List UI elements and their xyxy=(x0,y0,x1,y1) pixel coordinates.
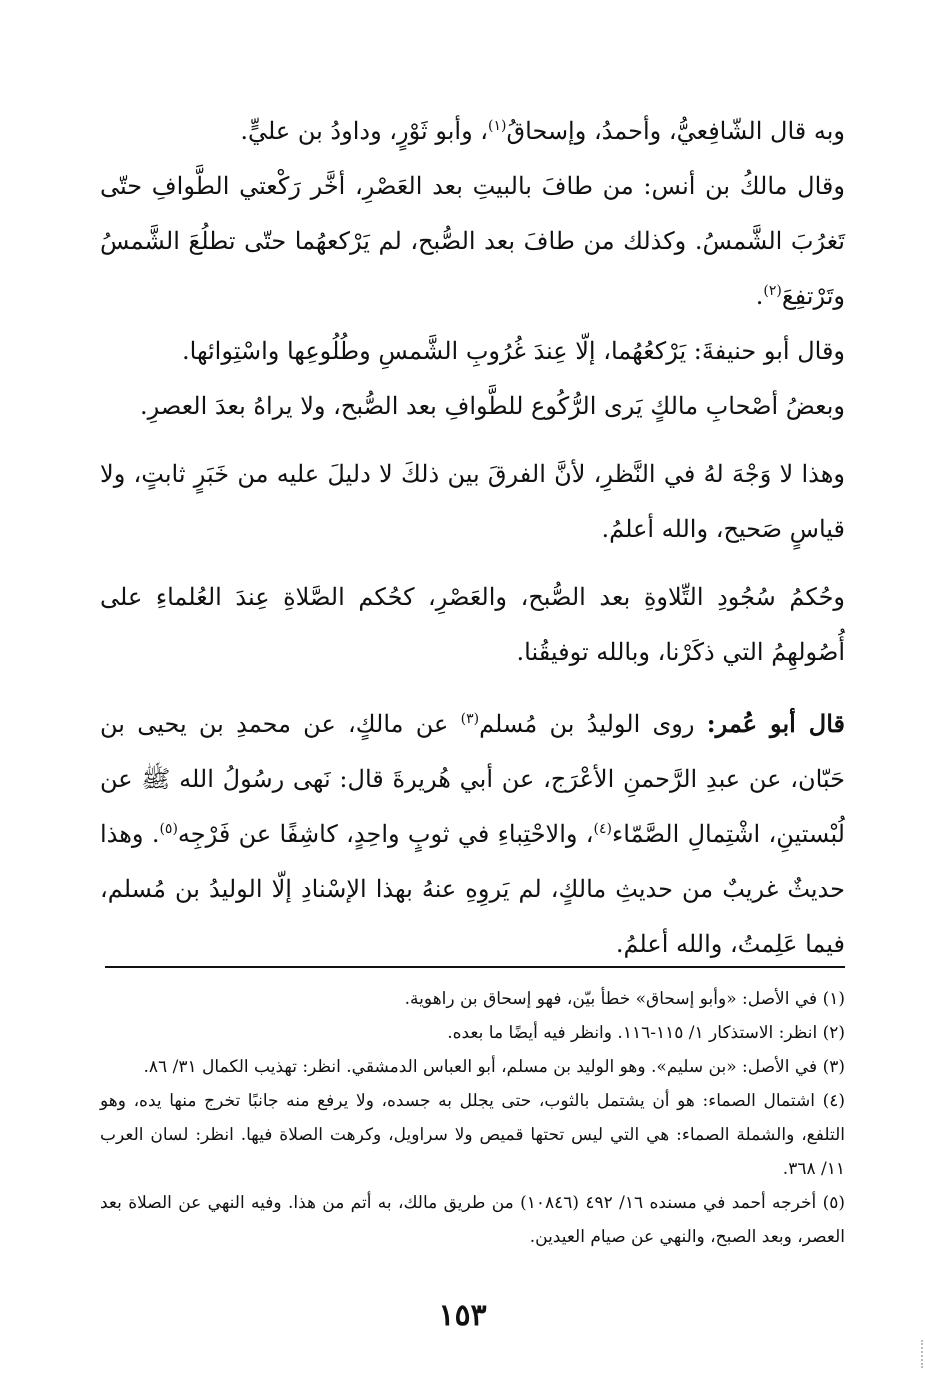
footnotes xyxy=(100,982,845,1254)
paragraph: وهذا لا وَجْهَ لهُ في النَّظرِ، لأنَّ الفرقَ بين ذلكَ لا دليلَ عليه من خَبَرٍ ثابتٍ، ولا قياسٍ صَحيح، والله أعلمُ. xyxy=(100,460,845,543)
paragraph: وبعضُ أصْحابِ مالكٍ يَرى الرُّكُوع للطَّوافِ بعد الصُّبح، ولا يراهُ بعدَ العصرِ. xyxy=(140,392,845,420)
paragraph: وقال أبو حنيفةَ: يَرْكعُهُما، إلّا عِندَ غُرُوبِ الشَّمسِ وطُلُوعِها واسْتِوائها. xyxy=(182,337,845,365)
page-edge-mark xyxy=(918,1340,923,1368)
footnote: (١) في الأصل: «وأبو إسحاق» خطأ بيّن، فهو إسحاق بن راهوية. xyxy=(404,989,845,1009)
footnote-ref[interactable]: (٥) xyxy=(159,821,178,837)
main-text xyxy=(100,104,845,972)
footnote: (٢) انظر: الاستذكار ١/ ١١٥-١١٦. وانظر فيه أيضًا ما بعده. xyxy=(447,1023,845,1043)
book-page xyxy=(100,104,846,1247)
footnote-divider xyxy=(105,966,845,968)
footnote: (٥) أخرجه أحمد في مسنده ١٦/ ٤٩٢ (١٠٨٤٦) من طريق مالك، به أتم من هذا. وفيه النهي عن الصلاة بعد العصر، وبعد الصبح، والنهي عن صيام العيدين. xyxy=(100,1193,846,1247)
footnote-ref[interactable]: (٢) xyxy=(763,283,782,299)
speaker-lead: قال أبو عُمر: xyxy=(706,709,846,738)
footnote: (٣) في الأصل: «بن سليم». وهو الوليد بن مسلم، أبو العباس الدمشقي. انظر: تهذيب الكمال ٣١/ ٨٦. xyxy=(143,1057,845,1077)
footnote-ref[interactable]: (١) xyxy=(488,118,507,134)
paragraph: وبه قال الشّافِعيُّ، وأحمدُ، وإسحاقُ$^{(١)}$، وأبو ثَوْرٍ، وداودُ بن عليٍّ. xyxy=(240,117,845,145)
paragraph: وقال مالكُ بن أنس: من طافَ بالبيتِ بعد العَصْرِ، أخَّر رَكْعتي الطَّوافِ حتّى تَغرُبَ الشَّمسُ. وكذلك من طافَ بعد الصُّبح، لم يَرْكعهُما حتّى تطلُعَ الشَّمسُ وتَرْتفِعَ$^{(٢)}$. xyxy=(100,172,845,310)
paragraph: وحُكمُ سُجُودِ التِّلاوةِ بعد الصُّبح، والعَصْرِ، كحُكم الصَّلاةِ عِندَ العُلماءِ على أُصُولهِمُ التي ذكَرْنا، وبالله توفيقُنا. xyxy=(100,583,845,666)
footnote-ref[interactable]: (٤) xyxy=(593,821,613,837)
paragraph: قال أبو عُمر: روى الوليدُ بن مُسلم$^{(٣)}$ عن مالكٍ، عن محمدِ بن يحيى بن حَبّان، عن عبدِ الرَّحمنِ الأعْرَج، عن أبي هُريرةَ قال: نَهى رسُولُ الله ﷺ عن لُبْستينِ، اشْتِمالِ الصَّمّاء$^{(٤)}$، والاحْتِباءِ في ثوبٍ واحِدٍ، كاشِفًا عن فَرْجِه$^{(٥)}$. وهذا حديثٌ غريبٌ من حديثِ مالكٍ، لم يَروِهِ عنهُ بهذا الإسْنادِ إلّا الوليدُ بن مُسلم، فيما عَلِمتُ، والله أعلمُ. xyxy=(100,709,846,958)
footnote: (٤) اشتمال الصماء: هو أن يشتمل بالثوب، حتى يجلل به جسده، ولا يرفع منه جانبًا تخرج منها يده، وهو التلفع، والشملة الصماء: هي التي ليس تحتها قميص ولا سراويل، وكرهت الصلاة فيها. انظر: لسان العرب ١١/ ٣٦٨. xyxy=(100,1091,845,1179)
page-number: ١٥٣ xyxy=(438,1298,487,1333)
footnote-ref[interactable]: (٣) xyxy=(460,711,480,727)
